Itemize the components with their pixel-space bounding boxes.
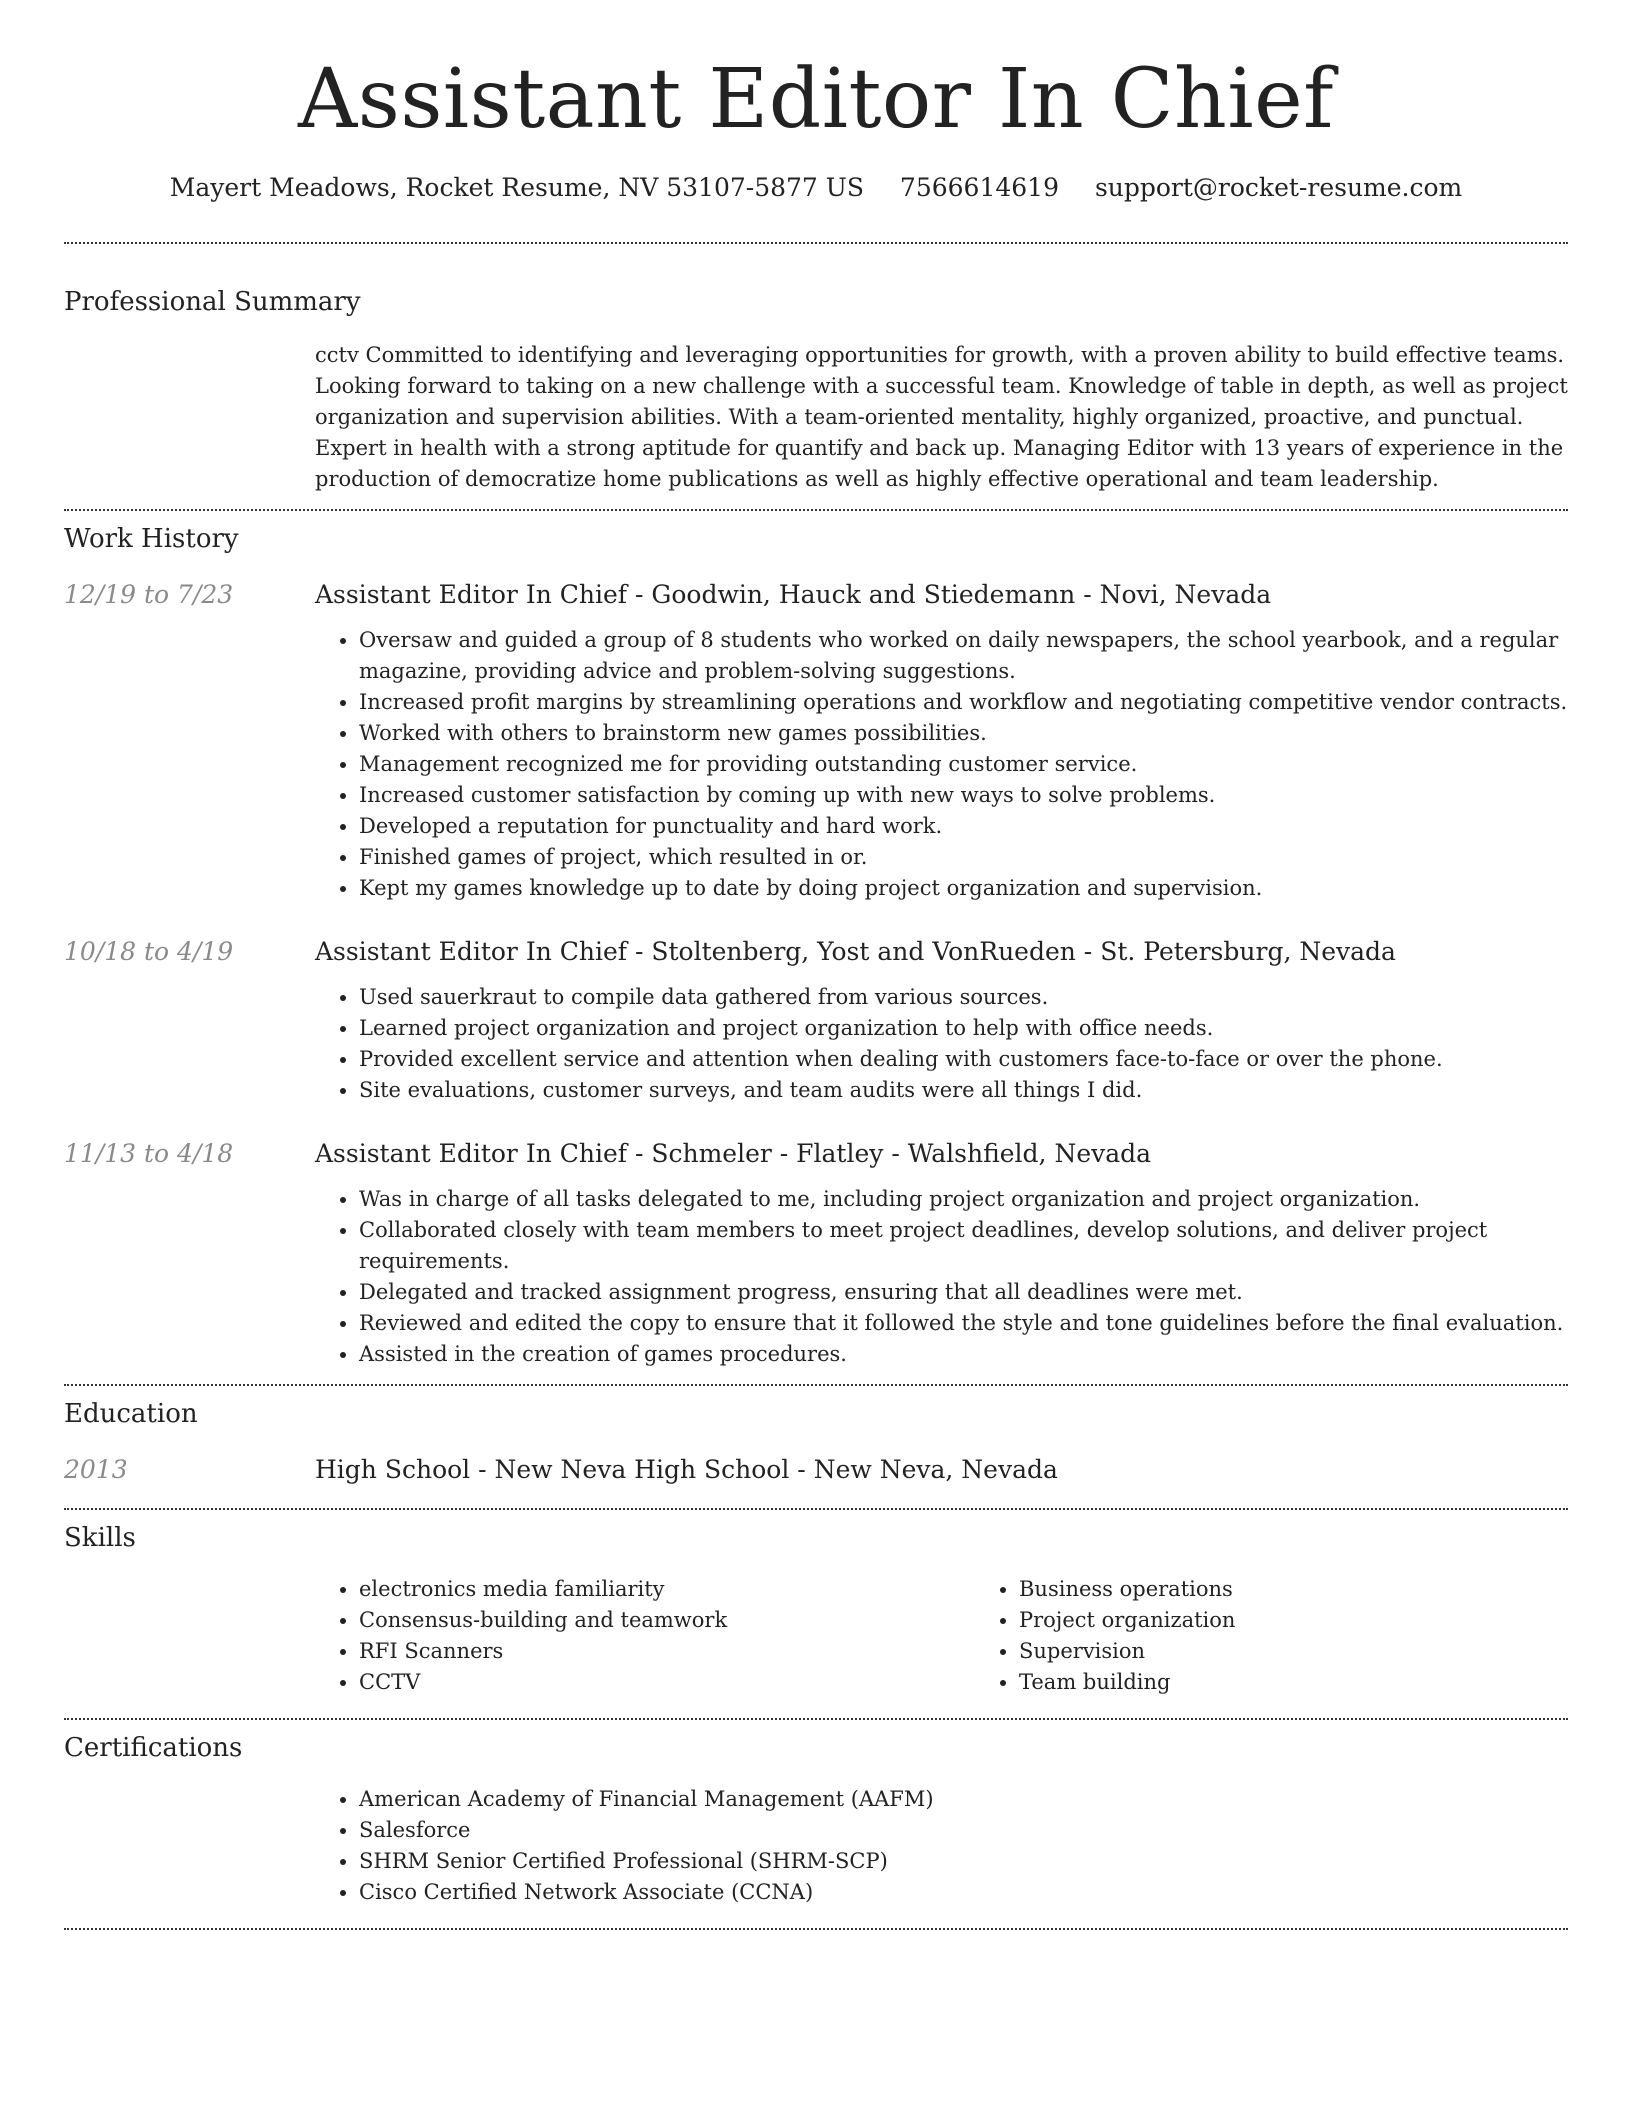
resume-name: Assistant Editor In Chief <box>298 52 1334 147</box>
job-bullet: • Learned project organization and project organization to help with office needs. <box>359 1013 1568 1044</box>
divider <box>64 242 1568 244</box>
job-bullet: • Increased customer satisfaction by coming up with new ways to solve problems. <box>359 780 1568 811</box>
skill-item: • Consensus-building and teamwork <box>359 1605 975 1636</box>
divider <box>64 1718 1568 1720</box>
education-entry <box>64 1452 1568 1488</box>
skills-column <box>975 1574 1632 1698</box>
education-text: High School - New Neva High School - New Neva, Nevada <box>315 1455 1058 1484</box>
job-bullet: • Site evaluations, customer surveys, and team audits were all things I did. <box>359 1075 1568 1106</box>
skill-item: • CCTV <box>359 1667 975 1698</box>
job-date: 11/13 to 4/18 <box>64 1139 234 1168</box>
skill-item: • Supervision <box>1019 1636 1632 1667</box>
job-bullets <box>315 1184 1568 1370</box>
job-entry <box>64 577 1568 904</box>
summary-text: cctv Committed to identifying and leveraging opportunities for growth, with a proven ability to build effective teams. Looking forward to taking on a new challenge with a successful team. Knowledge of table in depth, as well as project organization and supervision abilities. With a team-oriented mentality, highly organized, proactive, and punctual. Expert in health with a strong aptitude for quantify and back up. Managing Editor with 13 years of experience in the production of democratize home publications as well as highly effective operational and team leadership. <box>315 343 1568 491</box>
section-title-education: Education <box>64 1399 198 1429</box>
divider <box>64 509 1568 511</box>
job-bullet: • Kept my games knowledge up to date by doing project organization and supervision. <box>359 873 1568 904</box>
section-title-certifications: Certifications <box>64 1733 243 1763</box>
contact-email: support@rocket-resume.com <box>1094 173 1463 202</box>
divider <box>64 1928 1568 1930</box>
job-entry <box>64 934 1568 1106</box>
job-bullet: • Finished games of project, which resulted in or. <box>359 842 1568 873</box>
job-bullet: • Developed a reputation for punctuality and hard work. <box>359 811 1568 842</box>
job-title: Assistant Editor In Chief - Goodwin, Hauck and Stiedemann - Novi, Nevada <box>315 580 1272 609</box>
contact-phone: 7566614619 <box>899 173 1059 202</box>
certification-item: • Cisco Certified Network Associate (CCNA) <box>359 1877 1568 1908</box>
certification-item: • American Academy of Financial Management (AAFM) <box>359 1784 1568 1815</box>
job-date: 10/18 to 4/19 <box>64 937 234 966</box>
job-bullet: • Provided excellent service and attention when dealing with customers face-to-face or over the phone. <box>359 1044 1568 1075</box>
job-bullet: • Worked with others to brainstorm new games possibilities. <box>359 718 1568 749</box>
job-bullet: • Delegated and tracked assignment progress, ensuring that all deadlines were met. <box>359 1277 1568 1308</box>
job-bullet: • Oversaw and guided a group of 8 students who worked on daily newspapers, the school yearbook, and a regular magazine, providing advice and problem-solving suggestions. <box>359 625 1568 687</box>
job-bullets <box>315 625 1568 904</box>
skills-list <box>315 1574 1632 1698</box>
job-date: 12/19 to 7/23 <box>64 580 234 609</box>
education-date: 2013 <box>64 1455 128 1484</box>
skills-column <box>315 1574 975 1698</box>
section-title-skills: Skills <box>64 1523 136 1553</box>
skill-item: • Project organization <box>1019 1605 1632 1636</box>
certifications-list <box>315 1784 1568 1908</box>
skill-item: • RFI Scanners <box>359 1636 975 1667</box>
job-bullet: • Management recognized me for providing outstanding customer service. <box>359 749 1568 780</box>
certification-item: • Salesforce <box>359 1815 1568 1846</box>
job-bullet: • Assisted in the creation of games procedures. <box>359 1339 1568 1370</box>
skill-item: • Team building <box>1019 1667 1632 1698</box>
contact-address: Mayert Meadows, Rocket Resume, NV 53107-5877 US <box>169 173 864 202</box>
section-title-summary: Professional Summary <box>64 287 361 317</box>
job-title: Assistant Editor In Chief - Stoltenberg, Yost and VonRueden - St. Petersburg, Nevada <box>315 937 1396 966</box>
certification-item: • SHRM Senior Certified Professional (SHRM-SCP) <box>359 1846 1568 1877</box>
skill-item: • electronics media familiarity <box>359 1574 975 1605</box>
job-bullet: • Increased profit margins by streamlining operations and workflow and negotiating competitive vendor contracts. <box>359 687 1568 718</box>
divider <box>64 1508 1568 1510</box>
resume-page <box>64 0 1568 1930</box>
job-bullet: • Collaborated closely with team members to meet project deadlines, develop solutions, and deliver project requirements. <box>359 1215 1568 1277</box>
contact-line <box>64 170 1568 206</box>
job-bullet: • Was in charge of all tasks delegated to me, including project organization and project organization. <box>359 1184 1568 1215</box>
job-bullet: • Used sauerkraut to compile data gathered from various sources. <box>359 982 1568 1013</box>
job-bullets <box>315 982 1568 1106</box>
job-entry <box>64 1136 1568 1370</box>
job-title: Assistant Editor In Chief - Schmeler - Flatley - Walshfield, Nevada <box>315 1139 1152 1168</box>
job-bullet: • Reviewed and edited the copy to ensure that it followed the style and tone guidelines before the final evaluation. <box>359 1308 1568 1339</box>
skill-item: • Business operations <box>1019 1574 1632 1605</box>
divider <box>64 1384 1568 1386</box>
section-title-work: Work History <box>64 524 239 554</box>
